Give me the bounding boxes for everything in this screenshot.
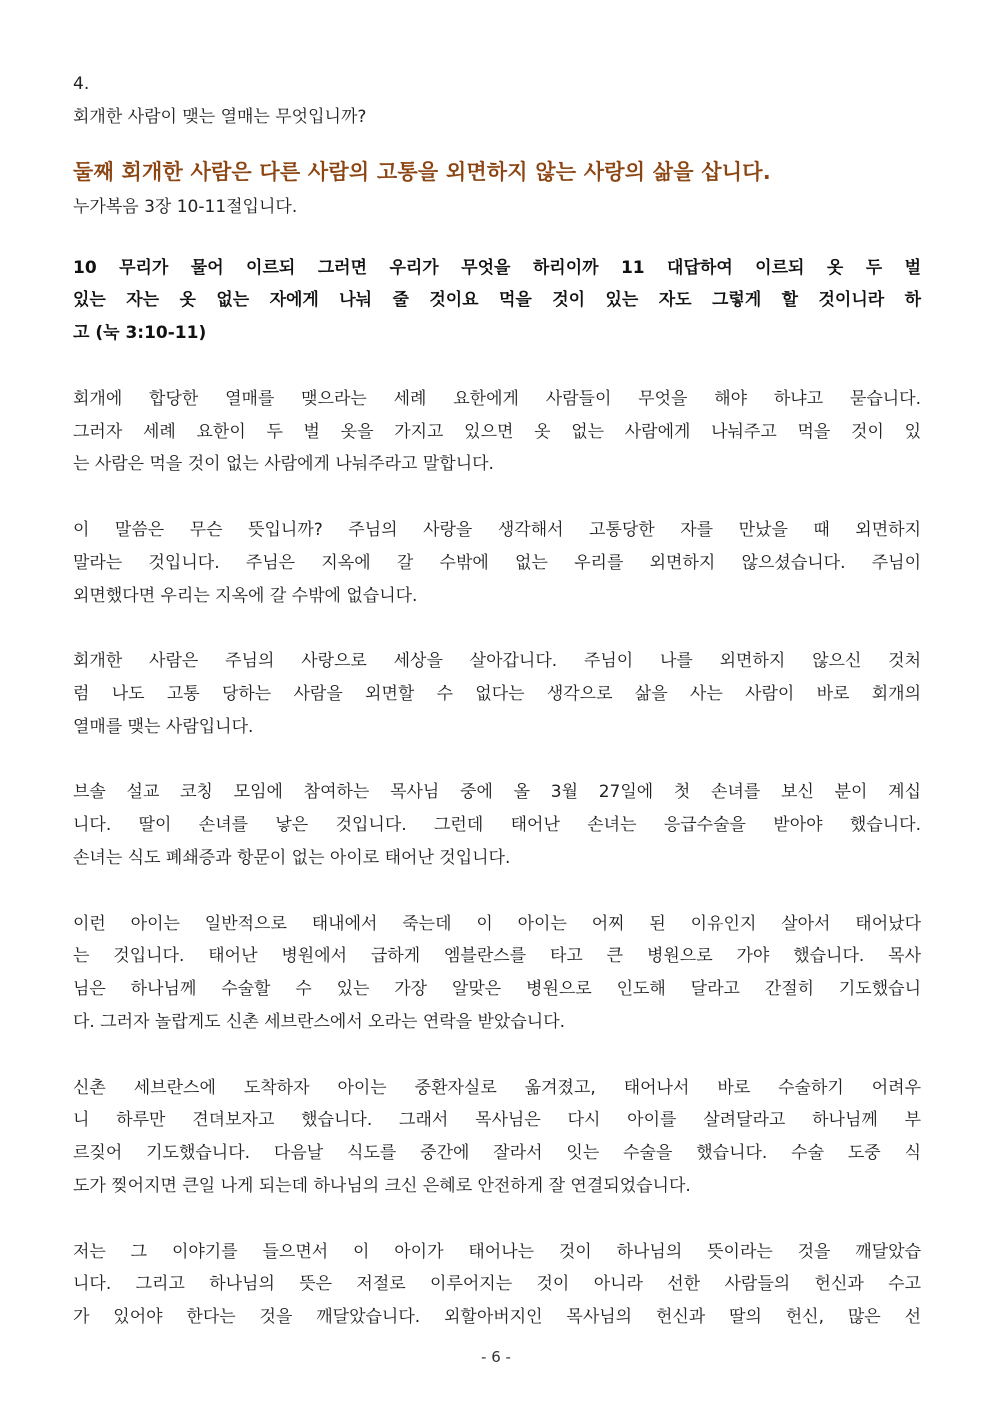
- paragraph-line: 가 있어야 한다는 것을 깨달았습니다. 외할아버지인 목사님의 헌신과 딸의 헌신, 많은 선: [73, 1307, 921, 1328]
- paragraph-line: 다. 그러자 놀랍게도 신촌 세브란스에서 오라는 연락을 받았습니다.: [73, 1011, 566, 1032]
- paragraph-line: 님은 하나님께 수술할 수 있는 가장 알맞은 병원으로 인도해 달라고 간절히 기도했습니: [73, 979, 921, 1000]
- verse-line: 10 무리가 물어 이르되 그러면 우리가 무엇을 하리이까 11 대답하여 이르되 옷 두 벌: [73, 257, 921, 278]
- paragraph-line: 회개한 사람은 주님의 사랑으로 세상을 살아갑니다. 주님이 나를 외면하지 않으신 것처: [73, 651, 921, 672]
- paragraph-line: 저는 그 이야기를 들으면서 이 아이가 태어나는 것이 하나님의 뜻이라는 것을 깨달았습: [73, 1241, 921, 1262]
- paragraph-line: 이런 아이는 일반적으로 태내에서 죽는데 이 아이는 어찌 된 이유인지 살아서 태어났다: [73, 913, 921, 934]
- paragraph-line: 이 말씀은 무슨 뜻입니까? 주님의 사랑을 생각해서 고통당한 자를 만났을 때 외면하지: [73, 519, 921, 540]
- paragraph-6: [73, 1072, 921, 1203]
- paragraph-7: [73, 1236, 921, 1334]
- paragraph-line: 르짖어 기도했습니다. 다음날 식도를 중간에 잘라서 잇는 수술을 했습니다. 수술 도중 식: [73, 1143, 921, 1164]
- scripture-reference: 누가복음 3장 10-11절입니다.: [73, 196, 298, 217]
- paragraph-line: 브솔 설교 코칭 모임에 참여하는 목사님 중에 올 3월 27일에 첫 손녀를 보신 분이 계십: [73, 782, 921, 803]
- paragraph-line: 는 사람은 먹을 것이 없는 사람에게 나눠주라고 말합니다.: [73, 454, 494, 475]
- paragraph-line: 신촌 세브란스에 도착하자 아이는 중환자실로 옮겨졌고, 태어나서 바로 수술하기 어려우: [73, 1077, 921, 1098]
- section-number: 4.: [73, 74, 90, 94]
- paragraph-line: 말라는 것입니다. 주님은 지옥에 갈 수밖에 없는 우리를 외면하지 않으셨습니다. 주님이: [73, 552, 921, 573]
- paragraph-line: 도가 찢어지면 큰일 나게 되는데 하나님의 크신 은혜로 안전하게 잘 연결되었습니다.: [73, 1175, 691, 1196]
- paragraph-line: 열매를 맺는 사람입니다.: [73, 716, 254, 737]
- section-heading: 둘째 회개한 사람은 다른 사람의 고통을 외면하지 않는 사랑의 삶을 삽니다.: [73, 159, 771, 184]
- paragraph-2: [73, 514, 921, 612]
- paragraph-line: 럼 나도 고통 당하는 사람을 외면할 수 없다는 생각으로 삶을 사는 사람이 바로 회개의: [73, 683, 921, 704]
- paragraph-line: 는 것입니다. 태어난 병원에서 급하게 엠블란스를 타고 큰 병원으로 가야 했습니다. 목사: [73, 946, 921, 967]
- verse-line: 고 (눅 3:10-11): [73, 323, 207, 344]
- paragraph-4: [73, 776, 921, 874]
- page-content: [73, 68, 921, 1367]
- paragraph-line: 니다. 딸이 손녀를 낳은 것입니다. 그런데 태어난 손녀는 응급수술을 받아야 했습니다.: [73, 815, 921, 836]
- verse-line: 있는 자는 옷 없는 자에게 나눠 줄 것이요 먹을 것이 있는 자도 그렇게 할 것이니라 하: [73, 290, 921, 311]
- paragraph-line: 그러자 세례 요한이 두 벌 옷을 가지고 있으면 옷 없는 사람에게 나눠주고 먹을 것이 있: [73, 421, 921, 442]
- paragraph-1: [73, 383, 921, 481]
- paragraph-line: 니 하루만 견뎌보자고 했습니다. 그래서 목사님은 다시 아이를 살려달라고 하나님께 부: [73, 1110, 921, 1131]
- page-number: - 6 -: [481, 1348, 511, 1366]
- paragraph-line: 회개에 합당한 열매를 맺으라는 세례 요한에게 사람들이 무엇을 해야 하냐고 묻습니다.: [73, 388, 921, 409]
- paragraph-3: [73, 645, 921, 743]
- paragraph-line: 외면했다면 우리는 지옥에 갈 수밖에 없습니다.: [73, 585, 418, 606]
- paragraph-line: 손녀는 식도 폐쇄증과 항문이 없는 아이로 태어난 것입니다.: [73, 847, 511, 868]
- scripture-verse: [73, 252, 921, 350]
- question: 회개한 사람이 맺는 열매는 무엇입니까?: [73, 106, 367, 127]
- paragraph-line: 니다. 그리고 하나님의 뜻은 저절로 이루어지는 것이 아니라 선한 사람들의 헌신과 수고: [73, 1274, 921, 1295]
- paragraph-5: [73, 908, 921, 1039]
